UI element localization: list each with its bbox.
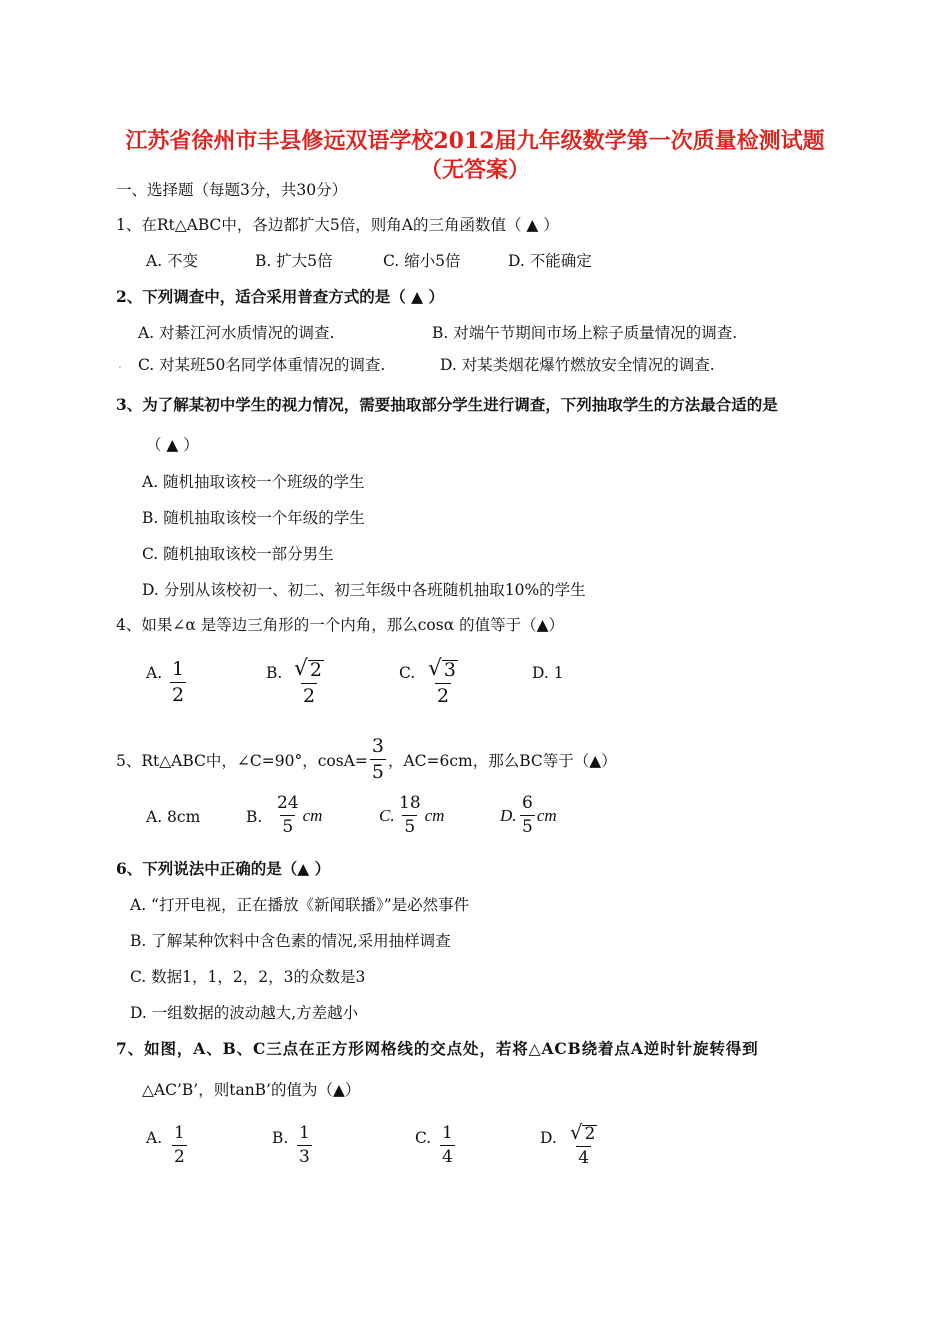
q6-option-c: C. 数据1，1，2，2，3的众数是3 xyxy=(130,968,366,986)
radicand: 2 xyxy=(584,1123,596,1144)
fraction-numerator: 3 xyxy=(371,735,384,757)
unit: cm xyxy=(536,805,557,825)
fraction-denominator: 5 xyxy=(404,817,416,837)
q7-option-d-label: D. xyxy=(540,1129,557,1147)
q1-option-a: A. 不变 xyxy=(146,252,199,270)
q5-option-d-value xyxy=(520,795,557,836)
q7-option-b-fraction xyxy=(297,1125,312,1166)
unit: cm xyxy=(302,805,323,825)
q6-option-d: D. 一组数据的波动越大,方差越小 xyxy=(130,1004,359,1022)
radicand: 3 xyxy=(443,658,457,681)
q5-option-d-label: D. xyxy=(500,806,517,825)
fraction-denominator: 3 xyxy=(299,1147,310,1167)
fraction-denominator: 2 xyxy=(436,684,450,707)
question-7: 7、如图，A、B、C三点在正方形网格线的交点处，若将△ACB绕着点A逆时针旋转得到 xyxy=(116,1039,759,1058)
question-5-text-start: 5、Rt△ABC中，∠C=90°，cosA= xyxy=(116,751,368,770)
q2-option-b: B. 对端午节期间市场上粽子质量情况的调查. xyxy=(432,324,738,342)
q7-option-c-fraction xyxy=(440,1125,455,1166)
question-5-text-end: ，AC=6cm，那么BC等于（▲） xyxy=(387,751,617,770)
q1-option-d: D. 不能确定 xyxy=(508,252,592,270)
q6-option-b: B. 了解某种饮料中含色素的情况,采用抽样调查 xyxy=(130,932,451,950)
question-2: 2、下列调查中，适合采用普查方式的是（ ▲ ） xyxy=(116,287,444,306)
q3-option-c: C. 随机抽取该校一部分男生 xyxy=(142,545,334,563)
q1-option-c: C. 缩小5倍 xyxy=(383,252,461,270)
q7-option-d-fraction xyxy=(568,1123,599,1167)
q5-option-c-value xyxy=(397,795,444,836)
q6-option-a: A. “打开电视，正在播放《新闻联播》”是必然事件 xyxy=(130,896,470,914)
q5-option-a: A. 8cm xyxy=(146,808,201,826)
unit: cm xyxy=(424,805,445,825)
q7-option-a-label: A. xyxy=(146,1129,163,1147)
question-7-line-2: △AC’B’，则tanB’的值为（▲） xyxy=(142,1081,361,1099)
q5-option-c-label: C. xyxy=(379,806,395,825)
q4-option-a-fraction xyxy=(170,660,186,705)
q4-option-c-label: C. xyxy=(399,664,416,682)
fraction-numerator: 1 xyxy=(299,1123,310,1143)
question-6: 6、下列说法中正确的是（▲ ） xyxy=(116,859,331,878)
fraction-denominator: 5 xyxy=(371,761,384,783)
q5-option-b-value xyxy=(275,795,322,836)
section-heading: 一、选择题（每题3分，共30分） xyxy=(116,181,348,199)
document-subtitle: （无答案） xyxy=(419,157,530,183)
q3-option-a: A. 随机抽取该校一个班级的学生 xyxy=(142,473,365,491)
radical-sign: √ xyxy=(294,656,308,681)
fraction-numerator: 24 xyxy=(277,793,299,813)
q2-option-c: C. 对某班50名同学体重情况的调查. xyxy=(138,356,386,374)
question-3: 3、为了解某初中学生的视力情况，需要抽取部分学生进行调查，下列抽取学生的方法最合适的是 xyxy=(116,395,778,414)
question-3-mark: （ ▲ ） xyxy=(146,436,199,454)
fraction-denominator: 4 xyxy=(578,1148,590,1168)
q7-option-c-label: C. xyxy=(415,1129,432,1147)
q7-option-b-label: B. xyxy=(272,1129,289,1147)
fraction-numerator: 18 xyxy=(399,793,421,813)
fraction-numerator: 1 xyxy=(172,658,185,680)
q2-option-a: A. 对綦江河水质情况的调查. xyxy=(138,324,335,342)
q4-option-c-fraction xyxy=(426,658,460,706)
q2-option-d: D. 对某类烟花爆竹燃放安全情况的调查. xyxy=(440,356,715,374)
fraction-denominator: 2 xyxy=(302,684,316,707)
q4-option-b-fraction xyxy=(292,658,326,706)
fraction-denominator: 5 xyxy=(282,817,294,837)
question-1: 1、在Rt△ABC中，各边都扩大5倍，则角A的三角函数值（ ▲ ） xyxy=(116,216,559,234)
fraction-denominator: 4 xyxy=(442,1147,453,1167)
q4-option-a-label: A. xyxy=(146,664,163,682)
q3-option-b: B. 随机抽取该校一个年级的学生 xyxy=(142,509,365,527)
radical-sign: √ xyxy=(428,656,442,681)
fraction-denominator: 2 xyxy=(174,1147,185,1167)
q1-option-b: B. 扩大5倍 xyxy=(255,252,333,270)
fraction-numerator: 6 xyxy=(522,793,533,813)
q5-option-b-label: B. xyxy=(246,808,263,826)
q7-option-a-fraction xyxy=(172,1125,187,1166)
fraction-numerator: 1 xyxy=(442,1123,453,1143)
q4-option-b-label: B. xyxy=(266,664,283,682)
radical-sign: √ xyxy=(570,1121,583,1144)
document-title: 江苏省徐州市丰县修远双语学校2012届九年级数学第一次质量检测试题 xyxy=(125,128,825,154)
fraction-numerator: 1 xyxy=(174,1123,185,1143)
stray-mark: . xyxy=(118,357,122,371)
fraction-denominator: 5 xyxy=(522,817,533,837)
radicand: 2 xyxy=(309,658,323,681)
q3-option-d: D. 分别从该校初一、初二、初三年级中各班随机抽取10%的学生 xyxy=(142,581,586,599)
q4-option-d: D. 1 xyxy=(532,664,564,682)
question-4: 4、如果∠α 是等边三角形的一个内角，那么cosα 的值等于（▲） xyxy=(116,616,565,634)
fraction-denominator: 2 xyxy=(172,684,185,706)
question-5 xyxy=(116,737,617,782)
